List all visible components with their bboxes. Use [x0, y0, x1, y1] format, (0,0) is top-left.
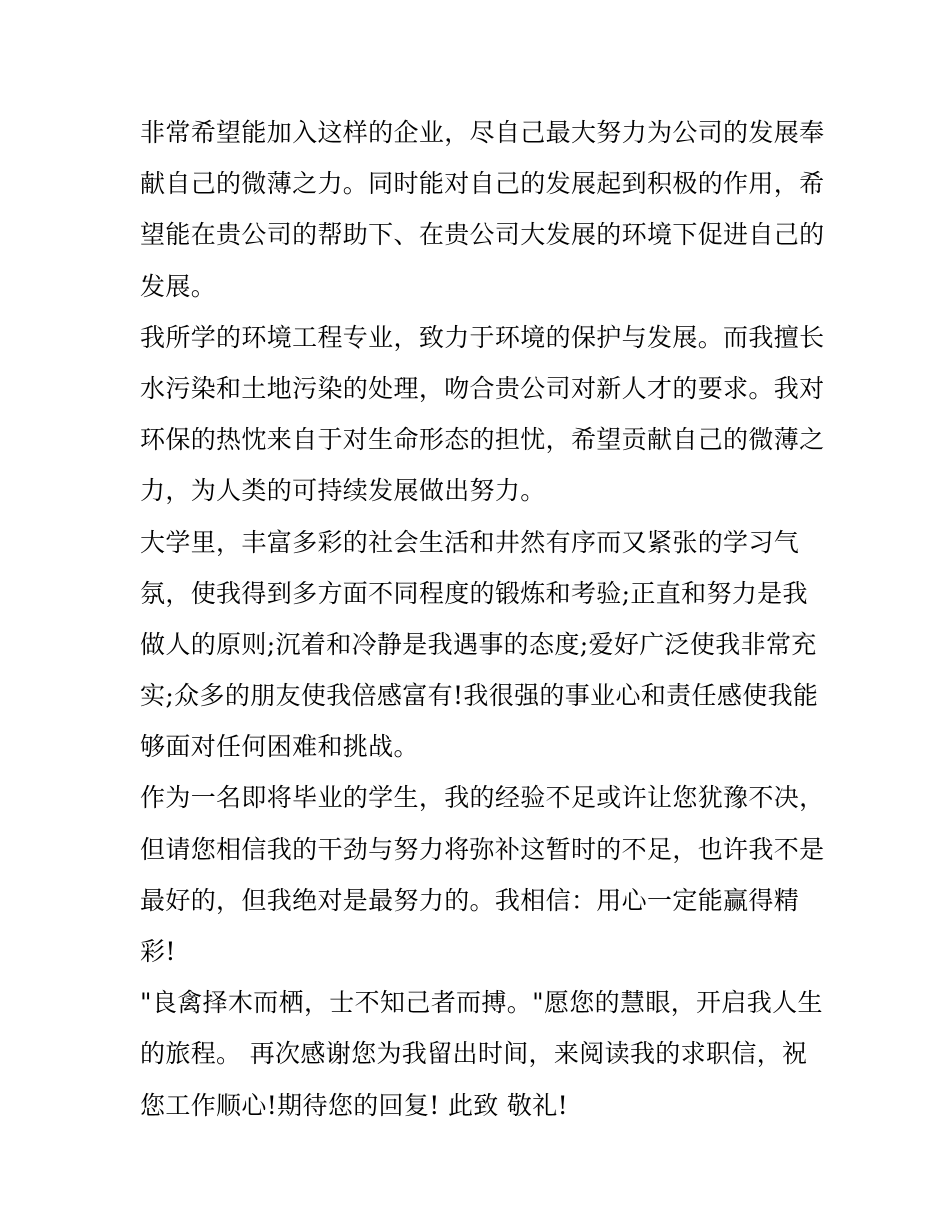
- text-line: 水污染和土地污染的处理，吻合贵公司对新人才的要求。我对: [140, 373, 825, 403]
- text-line: 做人的原则;沉着和冷静是我遇事的态度;爱好广泛使我非常充: [140, 629, 817, 659]
- text-line: 但请您相信我的干劲与努力将弥补这暂时的不足，也许我不是: [140, 834, 825, 864]
- text-line: 望能在贵公司的帮助下、在贵公司大发展的环境下促进自己的: [140, 220, 825, 250]
- text-line: 您工作顺心!期待您的回复! 此致 敬礼!: [140, 1090, 569, 1120]
- text-line: 力，为人类的可持续发展做出努力。: [140, 476, 546, 506]
- text-line: 彩!: [140, 937, 176, 966]
- text-line: 够面对任何困难和挑战。: [140, 732, 419, 762]
- text-line: 我所学的环境工程专业，致力于环境的保护与发展。而我擅长: [140, 322, 825, 352]
- letter-body: [140, 107, 825, 1131]
- text-line: 大学里，丰富多彩的社会生活和井然有序而又紧张的学习气: [140, 527, 800, 557]
- text-line: 的旅程。 再次感谢您为我留出时间，来阅读我的求职信，祝: [140, 1039, 808, 1069]
- text-line: 作为一名即将毕业的学生，我的经验不足或许让您犹豫不决，: [140, 783, 825, 813]
- text-line: 非常希望能加入这样的企业，尽自己最大努力为公司的发展奉: [140, 118, 825, 147]
- text-line: 环保的热忱来自于对生命形态的担忧，希望贡献自己的微薄之: [140, 425, 825, 455]
- text-line: 最好的，但我绝对是最努力的。我相信：用心一定能赢得精: [140, 885, 800, 915]
- text-line: 实;众多的朋友使我倍感富有!我很强的事业心和责任感使我能: [140, 681, 819, 711]
- text-line: "良禽择木而栖，士不知己者而搏。"愿您的慧眼，开启我人生: [140, 988, 823, 1018]
- text-line: 氛，使我得到多方面不同程度的锻炼和考验;正直和努力是我: [140, 578, 808, 608]
- text-line: 发展。: [140, 271, 217, 301]
- text-line: 献自己的微薄之力。同时能对自己的发展起到积极的作用，希: [140, 169, 825, 199]
